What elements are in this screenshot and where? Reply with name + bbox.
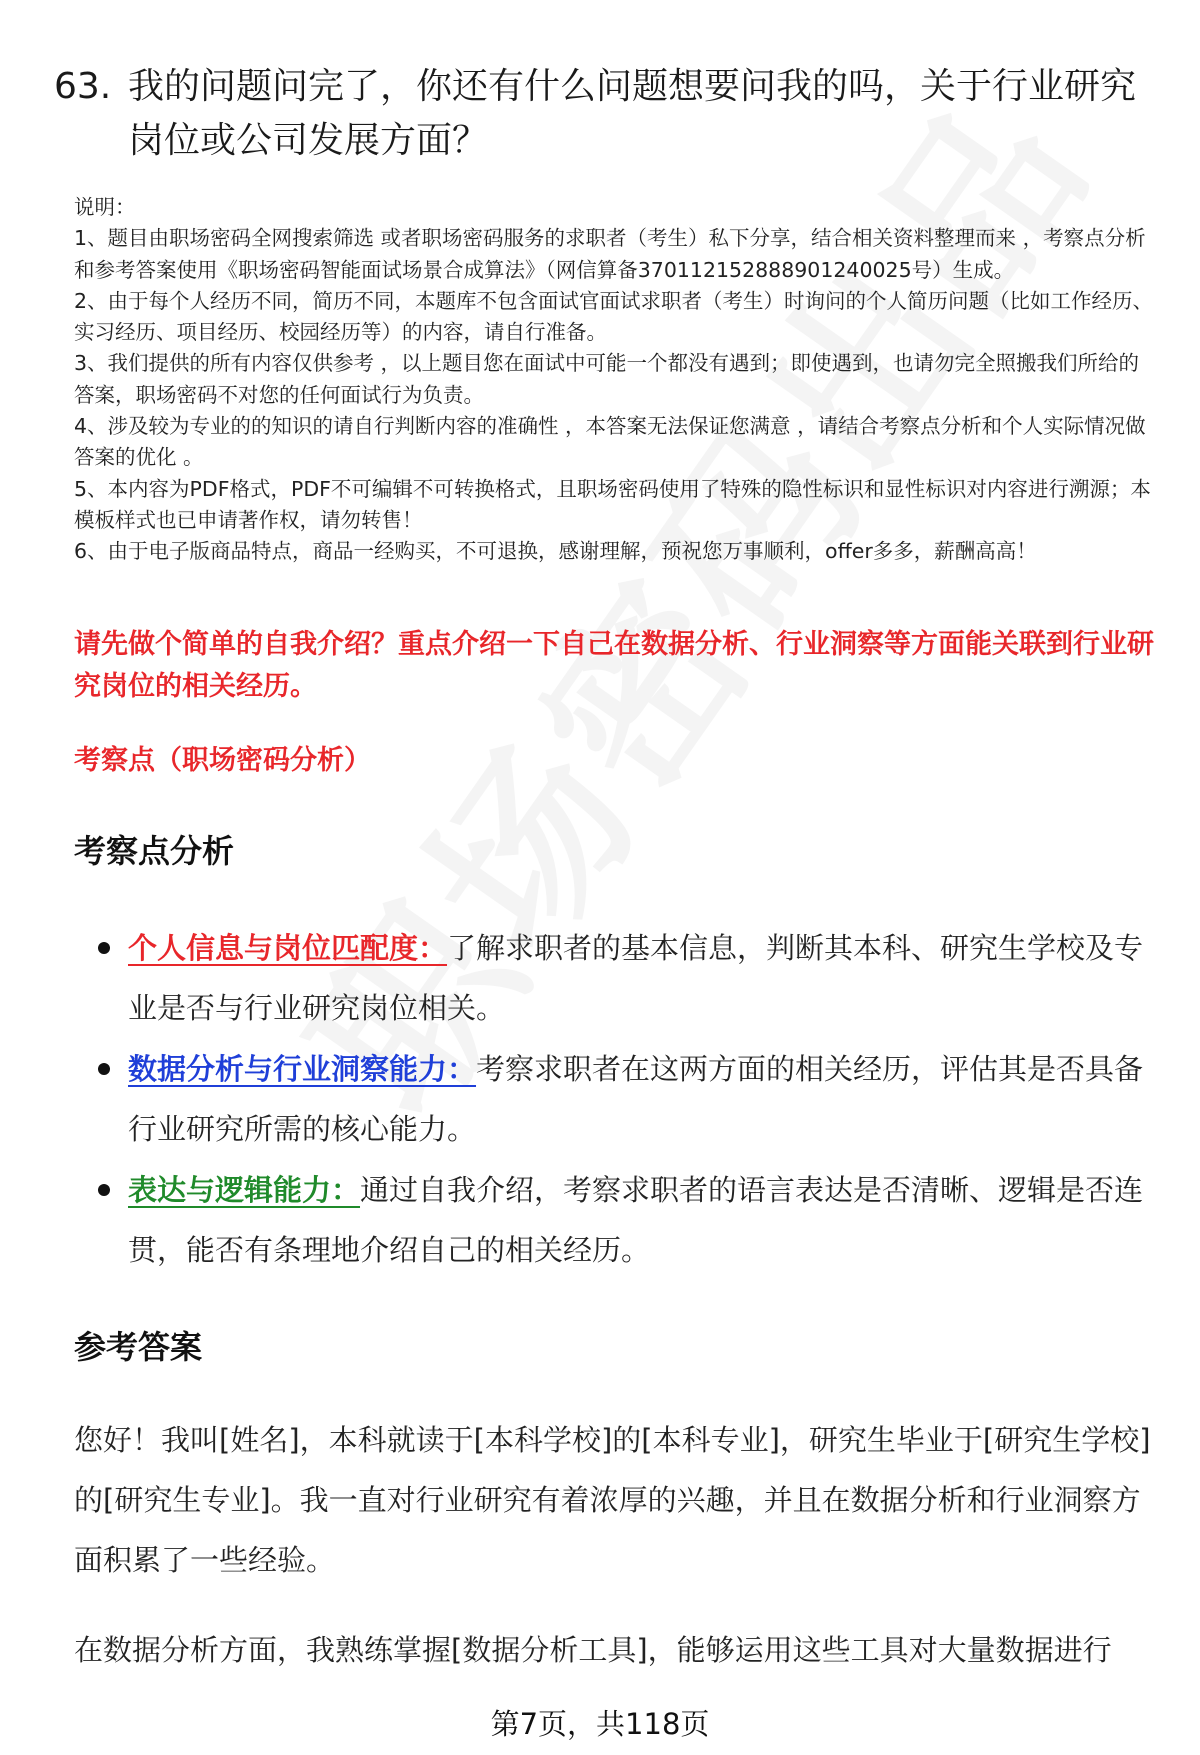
note-item: 2、由于每个人经历不同，简历不同，本题库不包含面试官面试求职者（考生）时询问的个人简历问题（比如工作经历、实习经历、项目经历、校园经历等）的内容，请自行准备。 xyxy=(74,288,1154,345)
notes-block xyxy=(74,192,1154,568)
bullet-key: 数据分析与行业洞察能力： xyxy=(128,1052,477,1086)
bullet-text: 考察求职者在这两方面的相关经历，评估其是否具备行业研究所需的核心能力。 xyxy=(128,1052,1144,1146)
list-item xyxy=(96,1160,1156,1280)
question-title xyxy=(54,60,1164,168)
bullet-text: 通过自我介绍，考察求职者的语言表达是否清晰、逻辑是否连贯，能否有条理地介绍自己的相关经历。 xyxy=(128,1173,1144,1267)
bullet-dot-icon xyxy=(98,1063,110,1075)
note-item: 3、我们提供的所有内容仅供参考 ，以上题目您在面试中可能一个都没有遇到；即使遇到，也请勿完全照搬我们所给的答案，职场密码不对您的任何面试行为负责。 xyxy=(74,351,1140,407)
note-item: 1、题目由职场密码全网搜索筛选 或者职场密码服务的求职者（考生）私下分享，结合相关资料整理而来 ，考察点分析和参考答案使用《职场密码智能面试场景合成算法》（网信算备370112152888901240025号）生成。 xyxy=(74,226,1146,282)
list-item xyxy=(96,1039,1156,1159)
notes-heading: 说明： xyxy=(74,195,136,219)
intro-question: 请先做个简单的自我介绍？重点介绍一下自己在数据分析、行业洞察等方面能关联到行业研究岗位的相关经历。 xyxy=(74,629,1154,702)
bullet-key: 个人信息与岗位匹配度： xyxy=(128,931,448,965)
bullet-key: 表达与逻辑能力： xyxy=(128,1173,361,1207)
list-item xyxy=(96,918,1156,1038)
bullet-dot-icon xyxy=(98,1184,110,1196)
answer-paragraph: 您好！我叫[姓名]，本科就读于[本科学校]的[本科专业]，研究生毕业于[研究生学校]的[研究生专业]。我一直对行业研究有着浓厚的兴趣，并且在数据分析和行业洞察方面积累了一些经验。 xyxy=(74,1423,1151,1577)
note-item: 5、本内容为PDF格式，PDF不可编辑不可转换格式，且职场密码使用了特殊的隐性标识和显性标识对内容进行溯源；本模板样式也已申请著作权，请勿转售！ xyxy=(74,476,1151,532)
bullet-text: 了解求职者的基本信息，判断其本科、研究生学校及专业是否与行业研究岗位相关。 xyxy=(128,931,1144,1025)
question-text: 我的问题问完了，你还有什么问题想要问我的吗，关于行业研究岗位或公司发展方面？ xyxy=(128,66,1137,161)
note-item: 4、涉及较为专业的的知识的请自行判断内容的准确性 ，本答案无法保证您满意 ，请结合考察点分析和个人实际情况做答案的优化 。 xyxy=(74,414,1146,470)
answer-body xyxy=(74,1410,1154,1710)
page-footer: 第7页，共118页 xyxy=(490,1707,710,1741)
question-number: 63. xyxy=(54,66,112,107)
analysis-heading: 考察点分析 xyxy=(74,832,235,870)
kaochadian-label: 考察点（职场密码分析） xyxy=(74,745,371,776)
note-item: 6、由于电子版商品特点，商品一经购买，不可退换，感谢理解，预祝您万事顺利，offer多多，薪酬高高！ xyxy=(74,539,1037,564)
answer-paragraph: 在数据分析方面，我熟练掌握[数据分析工具]，能够运用这些工具对大量数据进行 xyxy=(74,1633,1112,1667)
answer-heading: 参考答案 xyxy=(74,1328,203,1366)
bullet-dot-icon xyxy=(98,942,110,954)
analysis-list xyxy=(96,918,1156,1281)
